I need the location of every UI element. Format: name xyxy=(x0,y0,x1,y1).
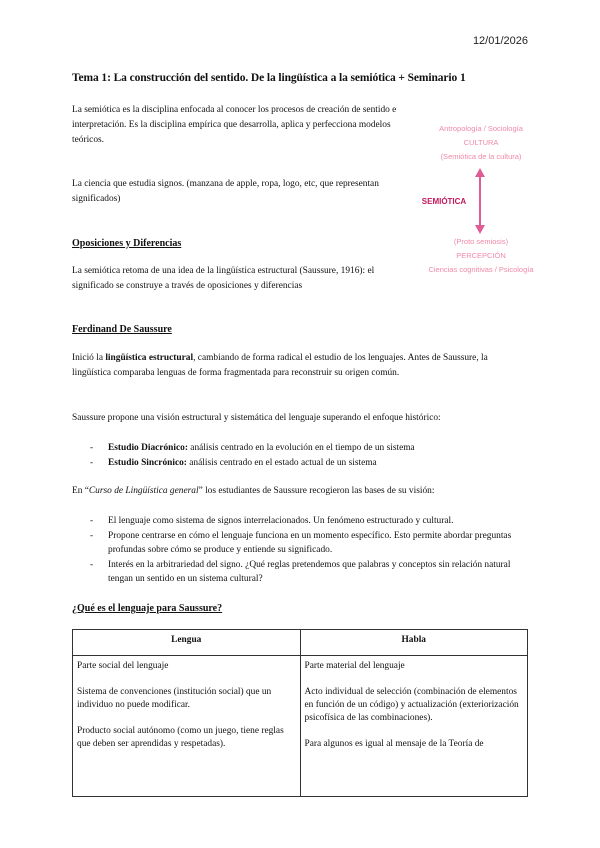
estudio-diacronico-label: Estudio Diacrónico: xyxy=(108,443,188,453)
habla-item-3: Para algunos es igual al mensaje de la Teoría de xyxy=(304,739,484,749)
lengua-item-1: Parte social del lenguaje xyxy=(77,661,169,671)
saussure-paragraph-1 xyxy=(72,351,522,381)
table-header-row xyxy=(73,630,528,656)
document-title: Tema 1: La construcción del sentido. De la lingüística a la semiótica + Seminario 1 xyxy=(72,72,466,84)
diagram-top-culture-semiotics: (Semiótica de la cultura) xyxy=(440,152,522,161)
punto-arbitrariedad: Interés en la arbitrariedad del signo. ¿Qué reglas pretendemos que palabras y conceptos sin relación natural tengan un sentido en un sistema cultural? xyxy=(108,560,511,584)
lengua-habla-table xyxy=(72,629,528,797)
habla-item-1: Parte material del lenguaje xyxy=(304,661,405,671)
punto-funcionamiento: Propone centrarse en cómo el lenguaje funciona en un momento específico. Esto permite abordar preguntas profundas sobre cómo se produce y entiende su significado. xyxy=(108,531,512,555)
lengua-item-3: Producto social autónomo (como un juego, tiene reglas que deben ser aprendidas y respetadas). xyxy=(77,726,284,749)
oposiciones-paragraph: La semiótica retoma de una idea de la lingüística estructural (Saussure, 1916): el significado se construye a través de oposiciones y diferencias xyxy=(72,266,375,291)
section-heading-saussure: Ferdinand De Saussure xyxy=(72,324,172,335)
table-row xyxy=(73,656,528,797)
curso-title: Curso de Lingüística general xyxy=(88,486,199,496)
question-heading: ¿Qué es el lenguaje para Saussure? xyxy=(72,603,223,614)
section-heading-oposiciones: Oposiciones y Diferencias xyxy=(72,238,182,249)
bullet-dash: - xyxy=(90,531,94,541)
estudio-sincronico-text: análisis centrado en el estado actual de un sistema xyxy=(186,458,377,468)
habla-item-2: Acto individual de selección (combinación de elementos en función de un código) y actualización (exteriorización psicofísica de las combinaciones). xyxy=(304,687,519,723)
diagram-top-culture: CULTURA xyxy=(463,138,499,147)
intro-paragraph-signs: La ciencia que estudia signos. (manzana de apple, ropa, logo, etc, que representan significados) xyxy=(72,179,379,204)
saussure-p1-post: , cambiando de forma radical el estudio de los lenguajes. Antes de Saussure, la lingüística comparaba lenguas de forma fragmentada para reconstruir su origen común. xyxy=(72,353,488,378)
intro-paragraph-definition: La semiótica es la disciplina enfocada al conocer los procesos de creación de sentido e interpretación. Es la disciplina empírica que desarrolla, aplica y perfecciona modelos teóricos. xyxy=(72,105,397,145)
diagram-bottom-perception: PERCEPCIÓN xyxy=(456,251,506,260)
list-item-sistema-signos xyxy=(90,514,530,528)
list-item-funcionamiento xyxy=(90,529,530,557)
lengua-item-2: Sistema de convenciones (institución social) que un individuo no puede modificar. xyxy=(77,687,272,710)
list-item-arbitrariedad xyxy=(90,558,530,586)
bullet-dash: - xyxy=(90,458,94,468)
estudio-diacronico-text: análisis centrado en la evolución en el tiempo de un sistema xyxy=(187,443,415,453)
curso-post: ” los estudiantes de Saussure recogieron las bases de su visión: xyxy=(198,486,435,496)
cell-lengua xyxy=(73,656,301,797)
curso-paragraph xyxy=(72,484,532,499)
saussure-paragraph-2: Saussure propone una visión estructural y sistemática del lenguaje superando el enfoque histórico: xyxy=(72,413,441,423)
list-item-diacronico xyxy=(90,441,530,455)
punto-sistema-signos: El lenguaje como sistema de signos interrelacionados. Un fenómeno estructurado y cultural. xyxy=(108,516,454,526)
saussure-p1-bold: lingüística estructural xyxy=(105,353,194,363)
header-lengua: Lengua xyxy=(73,630,301,656)
diagram-center-semiotica: SEMIÓTICA xyxy=(421,197,467,206)
diagram-bottom-protosemiosis: (Proto semiosis) xyxy=(453,237,509,246)
bullet-dash: - xyxy=(90,560,94,570)
curso-pre: En “ xyxy=(72,486,89,496)
estudio-sincronico-label: Estudio Sincrónico: xyxy=(108,458,187,468)
diagram-top-disciplines: Antropología / Sociología xyxy=(439,124,523,133)
bullet-dash: - xyxy=(90,516,94,526)
header-habla: Habla xyxy=(300,630,528,656)
list-item-sincronico xyxy=(90,456,530,470)
semiotics-diagram xyxy=(412,118,550,278)
cell-habla xyxy=(300,656,528,797)
diagram-bottom-cognitive-sciences: Ciencias cognitivas / Psicología xyxy=(428,265,534,274)
saussure-p1-pre: Inició la xyxy=(72,353,106,363)
document-date: 12/01/2026 xyxy=(472,35,528,47)
bullet-dash: - xyxy=(90,443,94,453)
